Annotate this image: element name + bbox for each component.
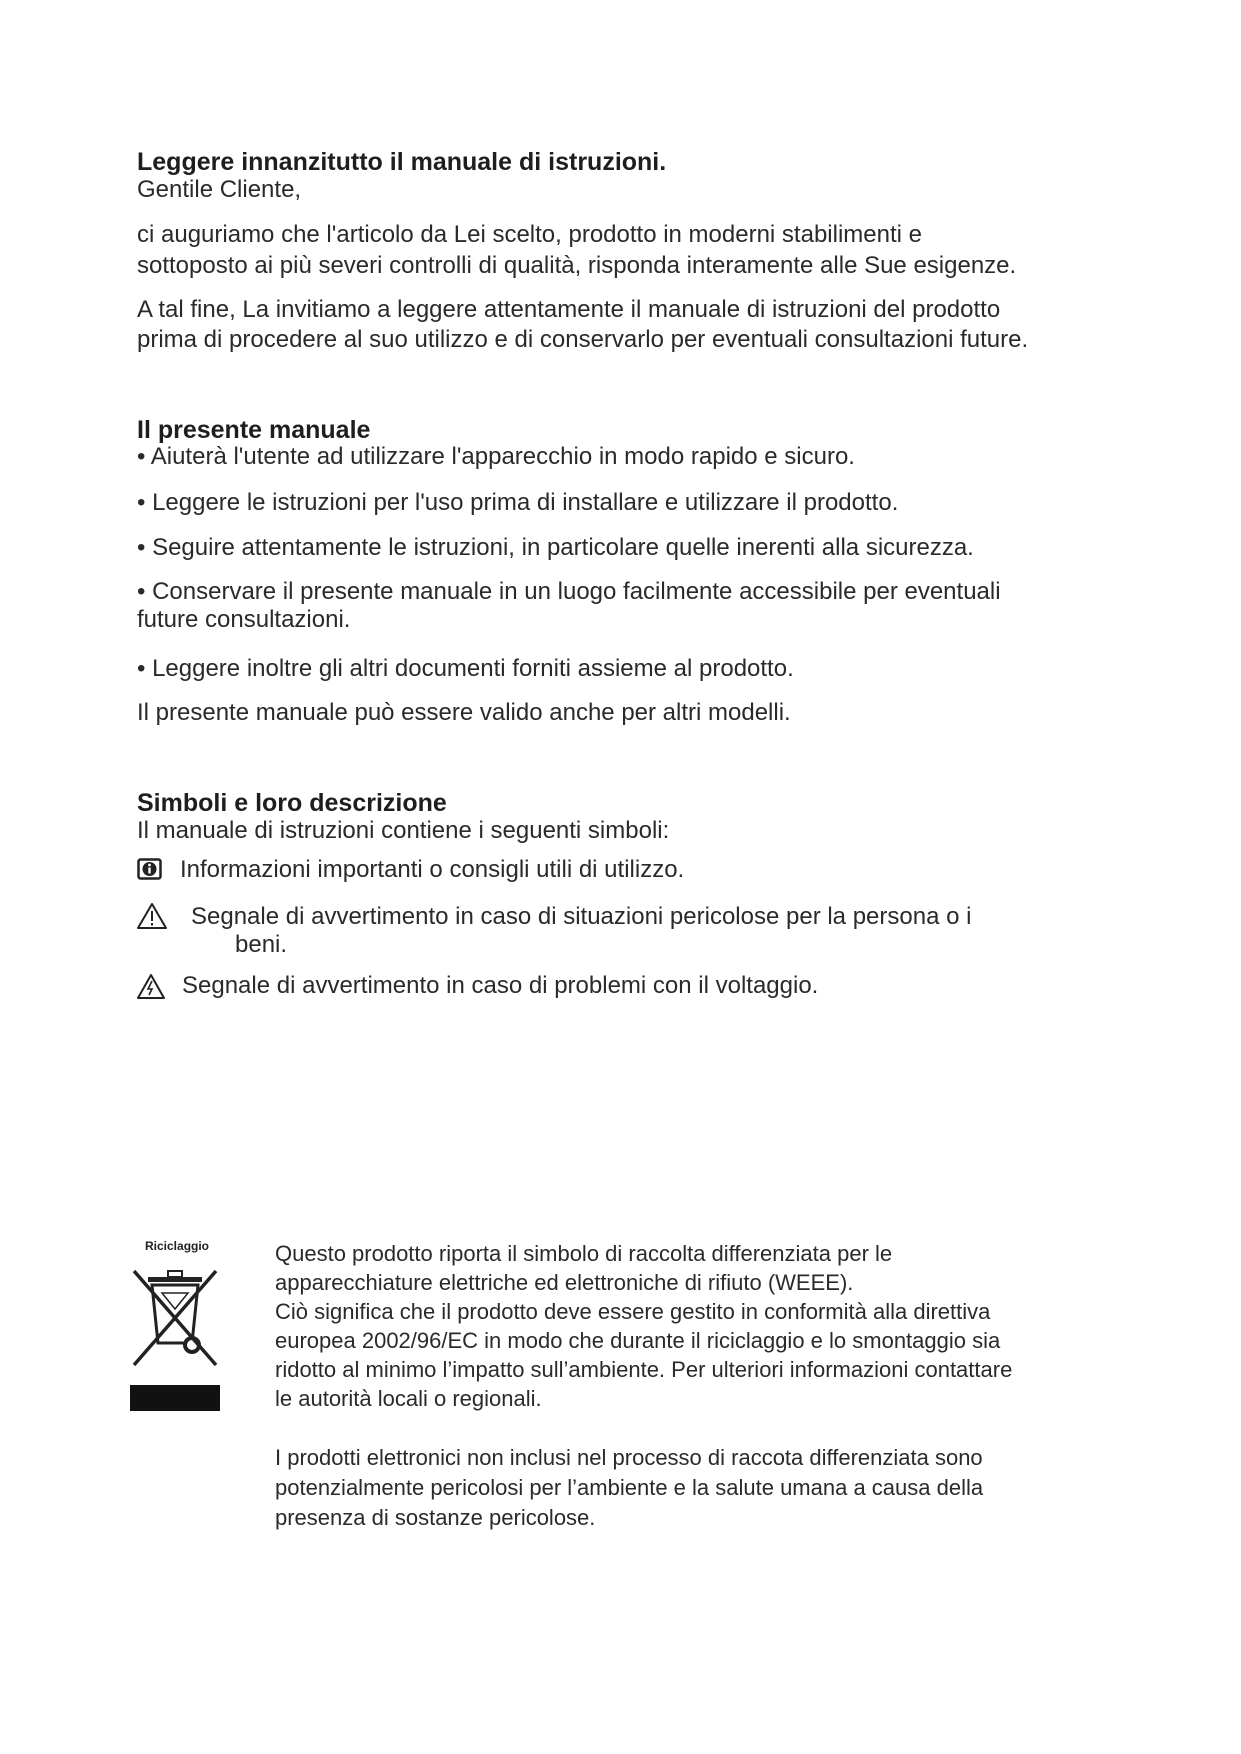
recycling-label: Riciclaggio	[145, 1239, 210, 1253]
intro-para1-line: ci auguriamo che l'articolo da Lei scelto, prodotto in moderni stabilimenti e	[137, 221, 922, 248]
info-icon	[137, 858, 162, 880]
weee-crossed-bin-icon	[128, 1265, 224, 1415]
symbol-description: Segnale di avvertimento in caso di situazioni pericolose per la persona o i	[191, 903, 972, 930]
recycling-para1-line: le autorità locali o regionali.	[275, 1386, 542, 1411]
recycling-para1-line: europea 2002/96/EC in modo che durante il riciclaggio e lo smontaggio sia	[275, 1328, 1001, 1353]
manual-bullet: • Aiuterà l'utente ad utilizzare l'apparecchio in modo rapido e sicuro.	[137, 443, 855, 470]
manual-bullet: • Leggere le istruzioni per l'uso prima di installare e utilizzare il prodotto.	[137, 489, 899, 516]
manual-heading: Il presente manuale	[137, 416, 371, 444]
recycling-para1-line: ridotto al minimo l’impatto sull’ambiente. Per ulteriori informazioni contattare	[275, 1357, 1013, 1382]
intro-para2-line: A tal fine, La invitiamo a leggere attentamente il manuale di istruzioni del prodotto	[137, 296, 1001, 323]
intro-para1-line: sottoposto ai più severi controlli di qualità, risponda interamente alle Sue esigenze.	[137, 252, 1017, 279]
recycling-para1-line: apparecchiature elettriche ed elettroniche di rifiuto (WEEE).	[275, 1270, 854, 1295]
intro-para2-line: prima di procedere al suo utilizzo e di conservarlo per eventuali consultazioni future.	[137, 326, 1029, 353]
greeting: Gentile Cliente,	[137, 176, 302, 203]
manual-bullet: • Conservare il presente manuale in un luogo facilmente accessibile per eventuali	[137, 578, 1001, 605]
manual-note: Il presente manuale può essere valido anche per altri modelli.	[137, 699, 791, 726]
recycling-para1-line: Questo prodotto riporta il simbolo di raccolta differenziata per le	[275, 1241, 893, 1266]
manual-bullet: • Seguire attentamente le istruzioni, in particolare quelle inerenti alla sicurezza.	[137, 534, 974, 561]
voltage-warning-icon	[136, 973, 166, 1000]
manual-bullet: • Leggere inoltre gli altri documenti forniti assieme al prodotto.	[137, 655, 794, 682]
symbol-description: Segnale di avvertimento in caso di problemi con il voltaggio.	[182, 972, 819, 999]
manual-bullet-continuation: future consultazioni.	[137, 606, 351, 633]
warning-icon	[136, 902, 168, 930]
recycling-para2-line: I prodotti elettronici non inclusi nel processo di raccota differenziata sono	[275, 1445, 983, 1470]
recycling-para1-line: Ciò significa che il prodotto deve essere gestito in conformità alla direttiva	[275, 1299, 991, 1324]
recycling-para2-line: potenzialmente pericolosi per l’ambiente e la salute umana a causa della	[275, 1475, 984, 1500]
intro-heading: Leggere innanzitutto il manuale di istruzioni.	[137, 148, 667, 176]
symbols-intro: Il manuale di istruzioni contiene i seguenti simboli:	[137, 817, 670, 844]
symbol-description: Informazioni importanti o consigli utili di utilizzo.	[180, 856, 685, 883]
symbol-description-continuation: beni.	[235, 931, 288, 958]
symbols-heading: Simboli e loro descrizione	[137, 789, 447, 817]
recycling-para2-line: presenza di sostanze pericolose.	[275, 1505, 596, 1530]
